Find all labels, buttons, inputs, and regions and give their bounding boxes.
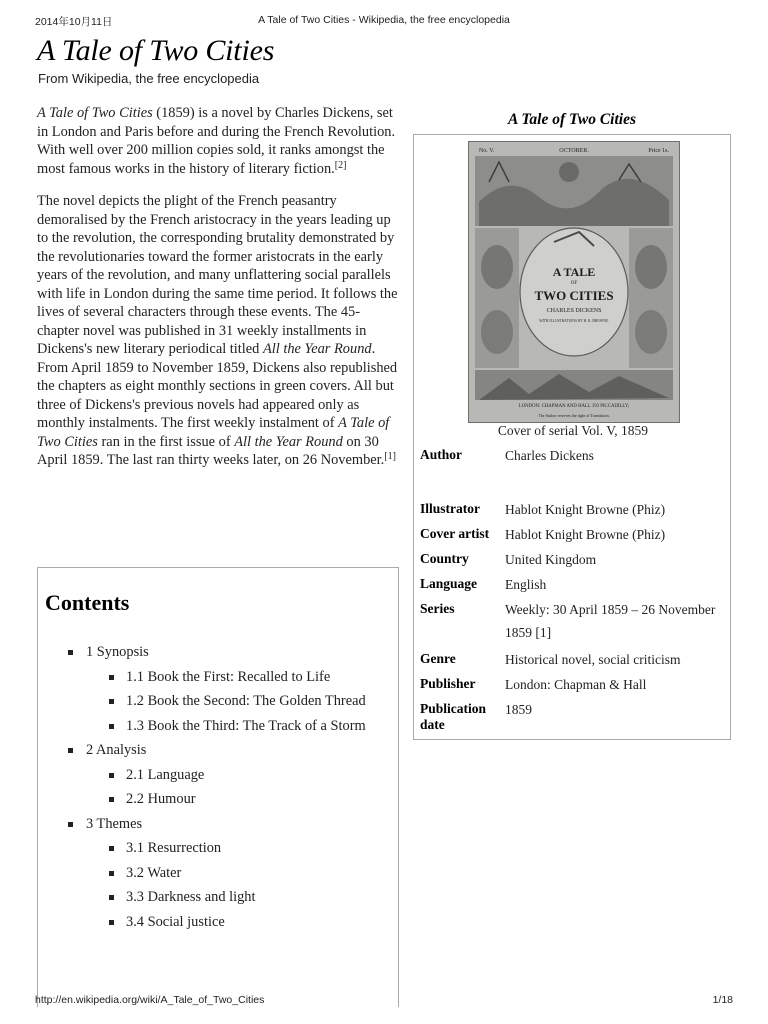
site-tagline: From Wikipedia, the free encyclopedia — [38, 71, 260, 86]
toc-link[interactable]: 3.1 Resurrection — [126, 840, 222, 856]
infobox-label: Illustrator — [420, 501, 480, 516]
bullet-icon — [109, 920, 114, 925]
cover-month: OCTOBER. — [559, 148, 589, 154]
print-header — [35, 14, 733, 30]
infobox-value-link[interactable]: Hablot Knight Browne (Phiz) — [505, 502, 666, 517]
toc-link[interactable]: 1.2 Book the Second: The Golden Thread — [126, 693, 366, 709]
infobox-caption: A Tale of Two Cities — [507, 111, 637, 128]
bullet-icon — [109, 773, 114, 778]
toc-item — [86, 812, 386, 935]
toc-sublist — [126, 665, 386, 739]
toc-list — [86, 640, 386, 934]
infobox-value: Weekly: 30 April 1859 – 26 November 1859 [1] — [505, 602, 716, 640]
cover-publisher: LONDON: CHAPMAN AND HALL 193 PICCADILLY; — [518, 404, 630, 409]
print-date: 2014年10月11日 — [35, 16, 113, 28]
toc-subitem — [126, 910, 386, 935]
cover-title-of: OF — [570, 281, 578, 286]
summary-text: ran in the first issue of — [97, 433, 235, 450]
infobox-label: Country — [420, 551, 469, 566]
toc-link[interactable]: 3.2 Water — [126, 864, 182, 881]
cover-issue-number: No. V. — [479, 148, 495, 154]
cover-illustrator: WITH ILLUSTRATIONS BY H. K. BROWNE. — [539, 319, 609, 323]
bullet-icon — [68, 822, 73, 827]
bullet-icon — [109, 797, 114, 802]
toc-subitem — [126, 689, 386, 714]
bullet-icon — [109, 846, 114, 851]
toc-subitem — [126, 861, 386, 886]
page-url: http://en.wikipedia.org/wiki/A_Tale_of_Two_Cities — [35, 994, 265, 1006]
toc-link[interactable]: 3.3 Darkness and light — [126, 889, 256, 905]
toc-subitem — [126, 787, 386, 812]
infobox-label: Author — [420, 447, 463, 462]
infobox-value-link[interactable]: Hablot Knight Browne (Phiz) — [505, 527, 666, 542]
bullet-icon — [109, 724, 114, 729]
infobox-label: Language — [420, 576, 478, 591]
cover-price: Price 1s. — [648, 148, 669, 154]
periodical-title-link[interactable]: All the Year Round — [234, 433, 343, 450]
infobox-label: Cover artist — [420, 526, 490, 541]
toc-link-themes[interactable]: 3 Themes — [86, 815, 143, 832]
toc-link[interactable]: 1.3 Book the Third: The Track of a Storm — [126, 717, 366, 734]
book-cover-image[interactable] — [468, 141, 680, 423]
toc-link[interactable]: 3.4 Social justice — [126, 913, 225, 930]
print-page-title: A Tale of Two Cities - Wikipedia, the free encyclopedia — [258, 14, 510, 26]
intro-text: (1859) is a novel by Charles Dickens, set in London and Paris before and during the French Revolution. With well over 200 million copies sold, it ranks amongst the most famous works in the history of literary fiction. — [37, 105, 396, 177]
page-title: A Tale of Two Cities — [37, 34, 275, 67]
bullet-icon — [109, 675, 114, 680]
periodical-title-link[interactable]: All the Year Round — [262, 341, 372, 357]
toc-subitem — [126, 665, 386, 690]
table-of-contents — [37, 567, 399, 1007]
citation-link[interactable]: [1] — [384, 451, 396, 462]
summary-text: . From April 1859 to November 1859, Dickens also republished the chapters as eight monthly sections in green covers. All but three of Dickens's previous novels had appeared only as monthly instalments. The first weekly instalment of — [37, 341, 398, 431]
toc-link[interactable]: 2.2 Humour — [126, 791, 196, 807]
novel-title-italic: A Tale of Two Cities — [37, 415, 390, 450]
infobox-label: Publisher — [420, 676, 476, 691]
cover-caption: Cover of serial Vol. V, 1859 — [497, 423, 649, 438]
infobox-value: 1859 — [505, 702, 532, 717]
toc-subitem — [126, 763, 386, 788]
toc-link[interactable]: 2.1 Language — [126, 766, 205, 783]
infobox-value: United Kingdom — [505, 552, 597, 567]
summary-text: on 30 April 1859. The last ran thirty weeks later, on 26 November. — [37, 433, 385, 468]
toc-link-synopsis[interactable]: 1 Synopsis — [86, 644, 149, 660]
infobox-label: Publication date — [420, 701, 487, 732]
toc-sublist — [126, 763, 386, 812]
bullet-icon — [68, 748, 73, 753]
print-footer — [35, 994, 733, 1010]
cover-author: CHARLES DICKENS — [546, 308, 602, 314]
summary-text: The novel depicts the plight of the French peasantry demoralised by the French aristocracy in the years leading up to the revolution, the corresponding brutality demonstrated by the revolutionaries toward the former aristocrats in the early years of the revolution, and many unflattering social parallels with life in London during the same time period. It follows the lives of several characters through these events. The 45-chapter novel was published in 31 weekly installments in Dickens's new literary periodical titled — [37, 193, 398, 357]
citation-link[interactable]: [2] — [334, 159, 347, 171]
cover-title-line2: TWO CITIES — [534, 288, 614, 303]
bullet-icon — [109, 895, 114, 900]
infobox-label: Genre — [420, 651, 456, 666]
intro-paragraph — [37, 104, 399, 178]
bullet-icon — [68, 650, 73, 655]
infobox-value: English — [505, 577, 547, 592]
cover-rights: The Author reserves the right of Translation. — [538, 413, 610, 418]
toc-subitem — [126, 714, 386, 739]
toc-item — [86, 640, 386, 738]
toc-sublist — [126, 836, 386, 934]
intro-title-italic: A Tale of Two Cities — [37, 105, 153, 121]
cover-title-line1: A TALE — [552, 265, 596, 279]
toc-link[interactable]: 1.1 Book the First: Recalled to Life — [126, 668, 331, 685]
page-number: 1/18 — [712, 994, 733, 1006]
toc-subitem — [126, 836, 386, 861]
infobox-value-link[interactable]: Charles Dickens — [505, 448, 594, 463]
infobox-label: Series — [420, 601, 455, 616]
infobox-value-link[interactable]: Historical novel, social criticism — [505, 652, 681, 667]
book-cover-illustration — [469, 142, 679, 422]
toc-heading: Contents — [45, 590, 130, 615]
bullet-icon — [109, 871, 114, 876]
toc-link-analysis[interactable]: 2 Analysis — [86, 742, 147, 758]
infobox — [413, 134, 731, 740]
article-body — [37, 104, 399, 484]
bullet-icon — [109, 699, 114, 704]
toc-subitem — [126, 885, 386, 910]
toc-item — [86, 738, 386, 812]
infobox-value-link[interactable]: London: Chapman & Hall — [505, 677, 647, 692]
summary-paragraph — [37, 192, 399, 470]
